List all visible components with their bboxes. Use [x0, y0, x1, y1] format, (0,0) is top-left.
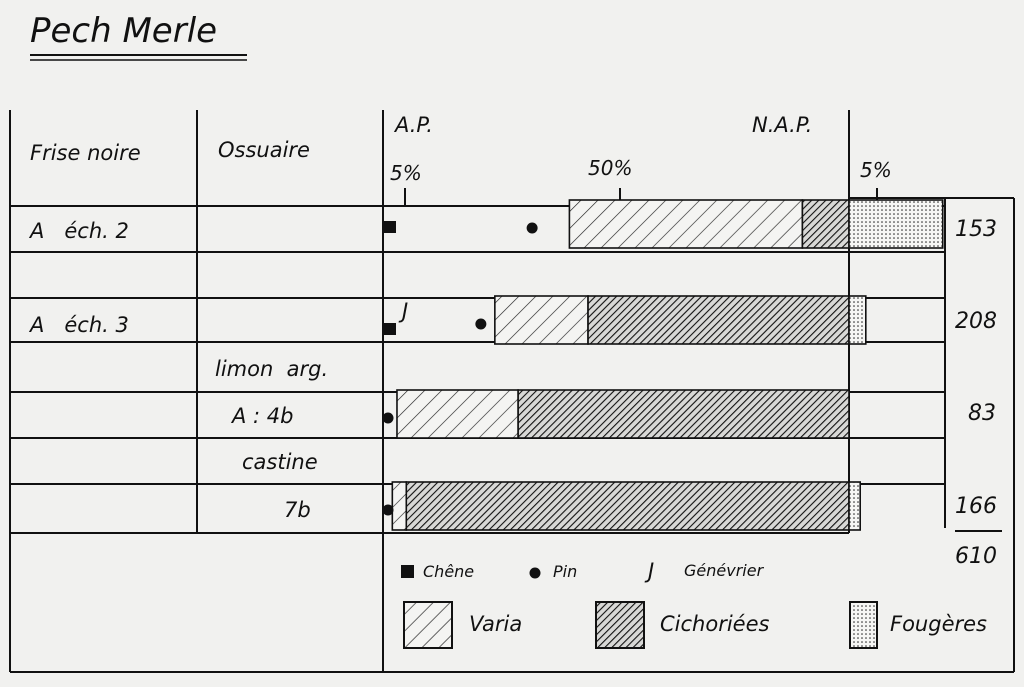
bar-varia — [392, 482, 406, 530]
marker-chene — [384, 221, 396, 233]
chart-marks — [383, 200, 943, 530]
chart-title: Pech Merle — [30, 11, 218, 51]
ossuaire-heading: Ossuaire — [218, 138, 310, 162]
sample-label-1: A éch. 2 — [30, 219, 129, 243]
legend-genevrier-symbol: J — [648, 559, 655, 583]
bar-fougeres — [849, 296, 866, 344]
bar-cichoriees — [518, 390, 849, 438]
bar-varia — [397, 390, 518, 438]
sample-label-2: A éch. 3 — [30, 313, 129, 337]
ap-heading: A.P. — [395, 113, 433, 137]
legend-varia-swatch — [404, 602, 452, 648]
legend-chene-swatch — [401, 565, 414, 578]
tick-label-fern-5: 5% — [860, 158, 892, 182]
bar-cichoriees — [588, 296, 849, 344]
frise-noire-heading: Frise noire — [30, 141, 141, 165]
bar-cichoriees — [802, 200, 849, 248]
total-1: 153 — [955, 217, 997, 242]
marker-pin — [383, 505, 394, 516]
nap-heading: N.A.P. — [752, 113, 813, 137]
marker-chene — [384, 323, 396, 335]
legend-chene-label: Chêne — [423, 562, 475, 581]
bar-varia — [569, 200, 802, 248]
legend-fougeres-label: Fougères — [890, 612, 987, 636]
grand-total: 610 — [955, 544, 997, 569]
bar-fougeres — [849, 200, 943, 248]
marker-pin — [383, 413, 394, 424]
sample-label-3: A : 4b — [232, 404, 294, 428]
tick-label-5: 5% — [390, 161, 422, 185]
legend-pin-swatch — [530, 568, 541, 579]
legend-cichoriees-label: Cichoriées — [660, 612, 770, 636]
layer-label-castine: castine — [242, 450, 318, 474]
legend-varia-label: Varia — [469, 612, 523, 636]
marker-genevrier: J — [402, 299, 409, 323]
tick-label-50: 50% — [588, 156, 633, 180]
total-2: 208 — [955, 309, 997, 334]
sample-label-4: 7b — [284, 498, 311, 522]
bar-varia — [495, 296, 588, 344]
marker-pin — [475, 319, 486, 330]
legend-pin-label: Pin — [553, 562, 578, 581]
bar-fougeres — [849, 482, 860, 530]
total-4: 166 — [955, 494, 997, 519]
legend-fougeres-swatch — [850, 602, 877, 648]
marker-pin — [527, 223, 538, 234]
legend-genevrier-label: Génévrier — [684, 561, 764, 580]
legend-cichoriees-swatch — [596, 602, 644, 648]
bar-cichoriees — [406, 482, 849, 530]
total-3: 83 — [968, 401, 996, 426]
legend — [401, 559, 987, 648]
layer-label-limon: limon arg. — [215, 357, 329, 381]
